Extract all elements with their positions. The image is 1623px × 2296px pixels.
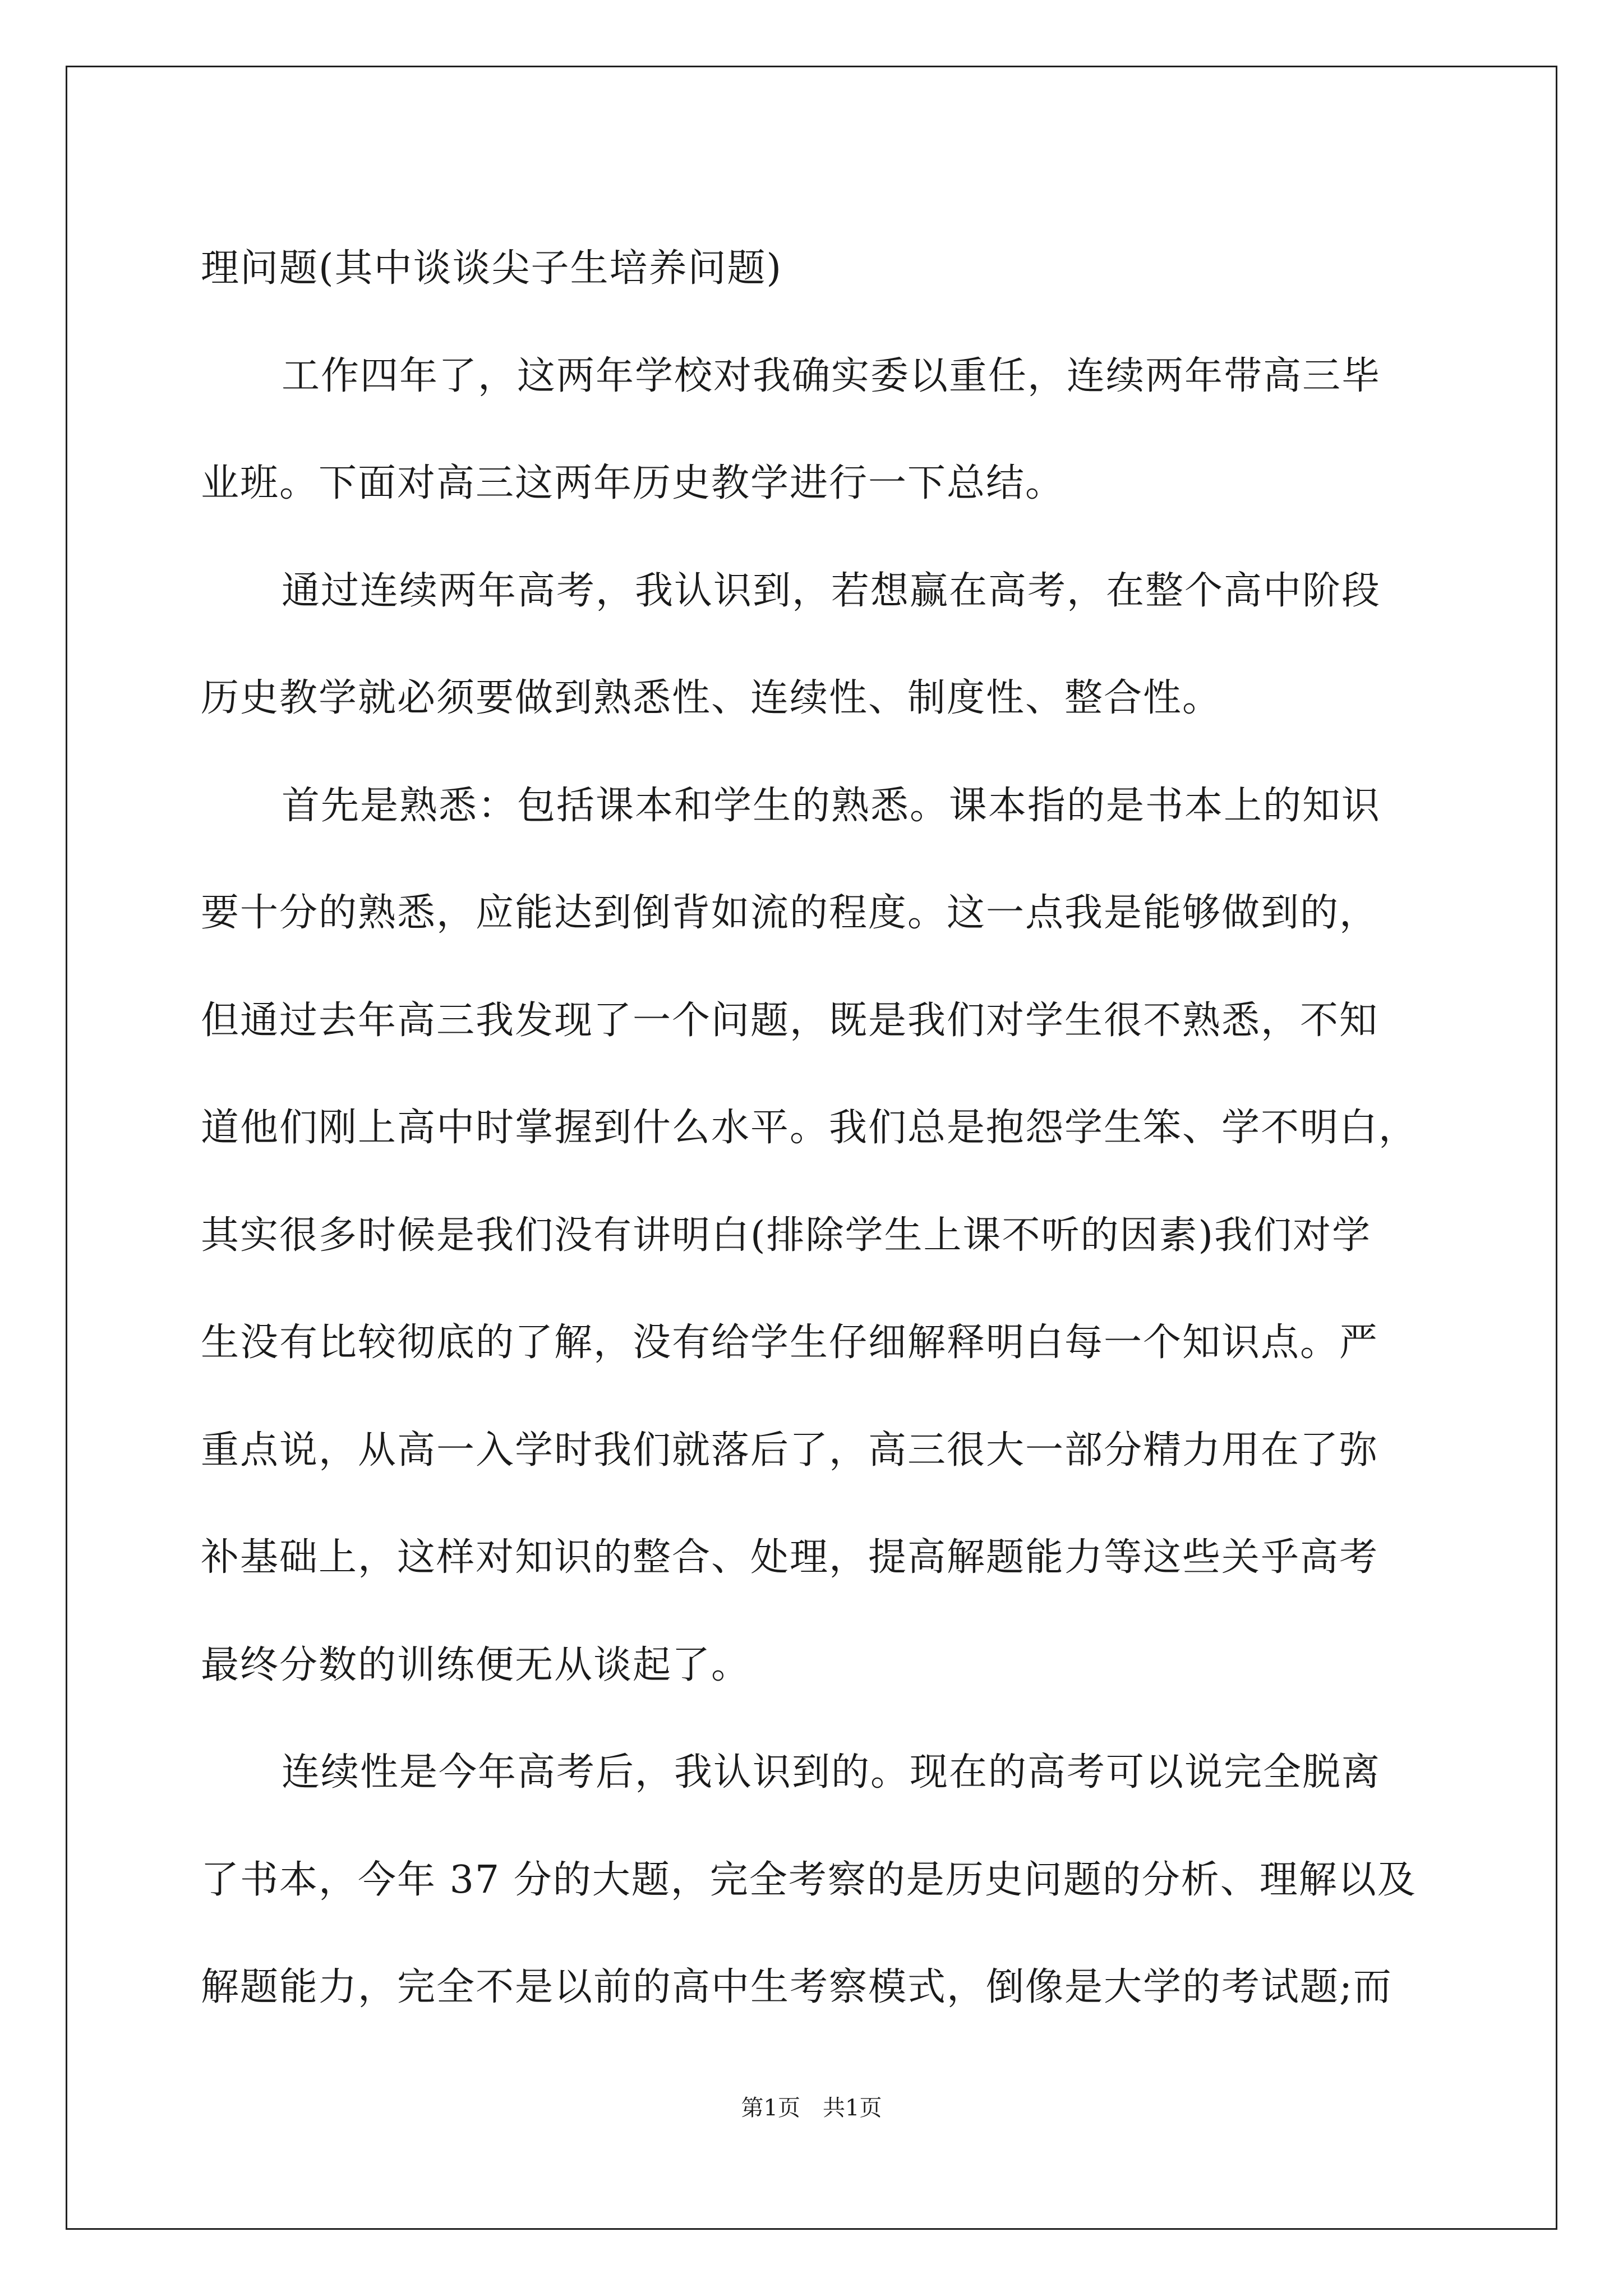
text-line: 重点说，从高一入学时我们就落后了，高三很大一部分精力用在了弥 xyxy=(201,1428,1379,1473)
text-line: 通过连续两年高考，我认识到，若想赢在高考，在整个高中阶段 xyxy=(282,568,1381,613)
text-line: 道他们刚上高中时掌握到什么水平。我们总是抱怨学生笨、学不明白， xyxy=(201,1106,1418,1150)
page-footer xyxy=(0,2091,1623,2125)
text-line: 连续性是今年高考后，我认识到的。现在的高考可以说完全脱离 xyxy=(282,1750,1381,1795)
text-line: 业班。下面对高三这两年历史教学进行一下总结。 xyxy=(201,461,1065,505)
text-line: 生没有比较彻底的了解，没有给学生仔细解释明白每一个知识点。严 xyxy=(201,1320,1379,1365)
text-line: 最终分数的训练便无从谈起了。 xyxy=(201,1642,751,1687)
text-line: 了书本，今年 37 分的大题，完全考察的是历史问题的分析、理解以及 xyxy=(201,1857,1417,1902)
text-line: 补基础上，这样对知识的整合、处理，提高解题能力等这些关乎高考 xyxy=(201,1535,1379,1580)
text-line: 工作四年了，这两年学校对我确实委以重任，连续两年带高三毕 xyxy=(282,353,1381,398)
document-body xyxy=(201,215,1422,2041)
page-number: 第1页 xyxy=(741,2095,800,2121)
text-line: 其实很多时候是我们没有讲明白(排除学生上课不听的因素)我们对学 xyxy=(201,1213,1372,1258)
text-line: 解题能力，完全不是以前的高中生考察模式，倒像是大学的考试题;而 xyxy=(201,1965,1393,2009)
text-line: 历史教学就必须要做到熟悉性、连续性、制度性、整合性。 xyxy=(201,676,1222,720)
text-line: 理问题(其中谈谈尖子生培养问题) xyxy=(201,246,783,291)
text-line: 首先是熟悉：包括课本和学生的熟悉。课本指的是书本上的知识 xyxy=(282,783,1381,828)
text-line: 但通过去年高三我发现了一个问题，既是我们对学生很不熟悉，不知 xyxy=(201,998,1379,1043)
text-line: 要十分的熟悉，应能达到倒背如流的程度。这一点我是能够做到的， xyxy=(201,891,1379,935)
page-total: 共1页 xyxy=(823,2095,882,2121)
